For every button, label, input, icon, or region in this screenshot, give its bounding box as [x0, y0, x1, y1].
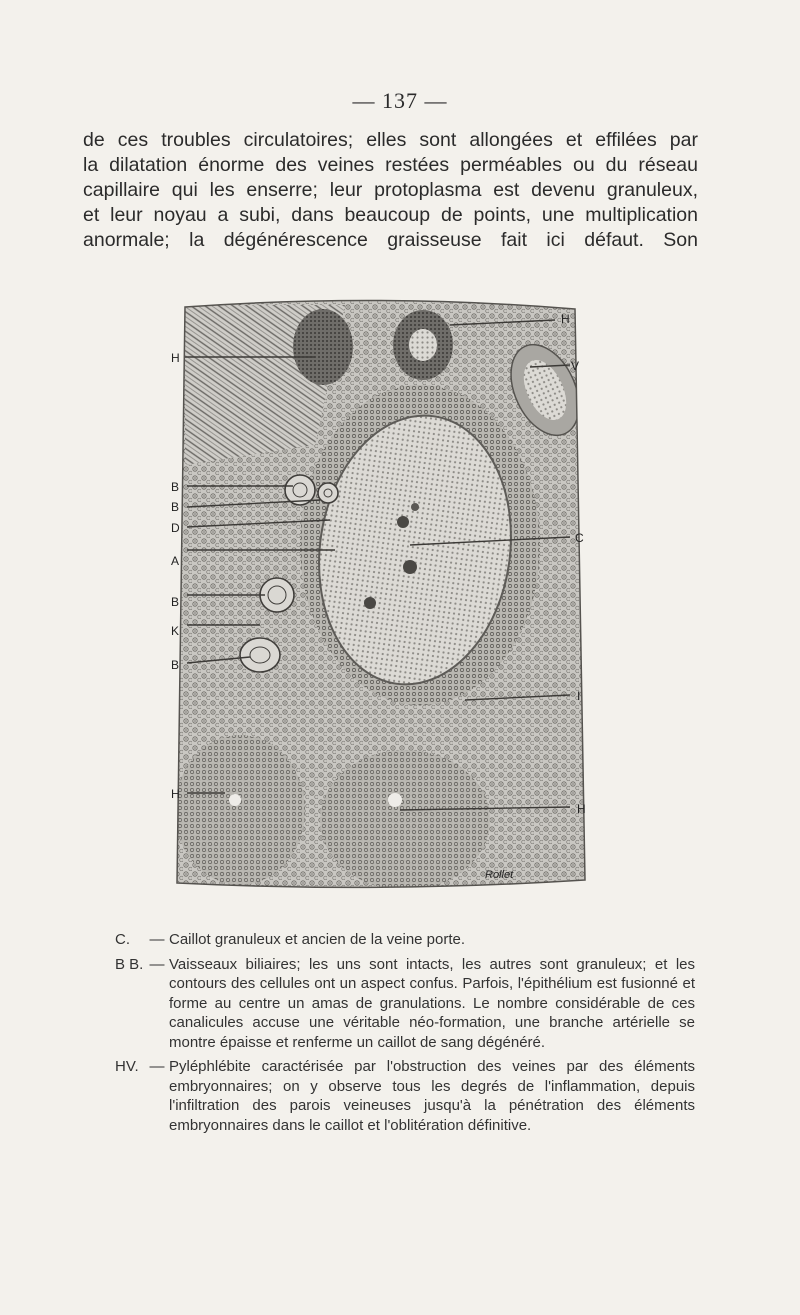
caption-dash: —: [149, 955, 165, 973]
figure-label-b: B: [171, 595, 180, 609]
figure-label-h-right: H: [577, 802, 586, 816]
caption-text: Caillot granuleux et ancien de la veine porte.: [169, 931, 466, 948]
body-line: de ces troubles circulatoires; elles sont allongées et effilées par: [83, 129, 698, 151]
caption-entry: [115, 1057, 695, 1135]
figure-label-b: B: [171, 658, 180, 672]
figure-label-b: B: [171, 480, 180, 494]
histology-illustration: [165, 295, 595, 895]
figure-label-h-left: H: [171, 351, 180, 365]
histology-figure: [165, 295, 595, 895]
figure-label-c: C: [575, 531, 584, 545]
caption-text: Vaisseaux biliaires; les uns sont intacts, les autres sont granuleux; et les contours des cellules ont un aspect confus. Parfois, l'épithélium est fusionné et forme au centre un amas de granulations. Le nombre considérable de ces canalicules accuse une véritable néo-formation, une branche artérielle se montre épaisse et renferme un caillot de sang dégénéré.: [169, 955, 695, 1051]
body-line: capillaire qui les enserre; leur protoplasma est devenu granuleux,: [83, 179, 698, 201]
caption-key: C.: [115, 931, 130, 948]
caption-dash: —: [149, 1058, 165, 1075]
figure-label-v: V: [571, 359, 580, 373]
figure-label-h-left: H: [171, 787, 180, 801]
figure-caption: [115, 930, 695, 1140]
body-line: anormale; la dégénérescence graisseuse fait ici défaut. Son: [83, 229, 698, 251]
caption-dash: —: [149, 931, 165, 948]
caption-key: HV.: [115, 1058, 139, 1075]
figure-label-d: D: [171, 521, 180, 535]
figure-label-a: A: [171, 554, 180, 568]
figure-label-b: B: [171, 500, 180, 514]
caption-entry: [115, 955, 695, 1053]
body-paragraph: [83, 128, 698, 253]
caption-text: Pyléphlébite caractérisée par l'obstruction des veines par des éléments embryonnaires; on y observe tous les degrés de l'inflammation, depuis l'infiltration des parois veineuses jusqu'à la pénétration des éléments embryonnaires dans le caillot et l'oblitération définitive.: [169, 1058, 695, 1134]
page-number: — 137 —: [352, 88, 448, 113]
engraver-signature: Rollet: [485, 869, 514, 881]
body-line: la dilatation énorme des veines restées perméables ou du réseau: [83, 154, 698, 176]
figure-label-k: K: [171, 624, 180, 638]
body-line: et leur noyau a subi, dans beaucoup de points, une multiplication: [83, 204, 698, 226]
caption-entry: [115, 930, 695, 950]
figure-label-i: I: [577, 689, 581, 703]
figure-label-h-right: H: [561, 312, 570, 326]
caption-key: B B.: [115, 955, 144, 973]
